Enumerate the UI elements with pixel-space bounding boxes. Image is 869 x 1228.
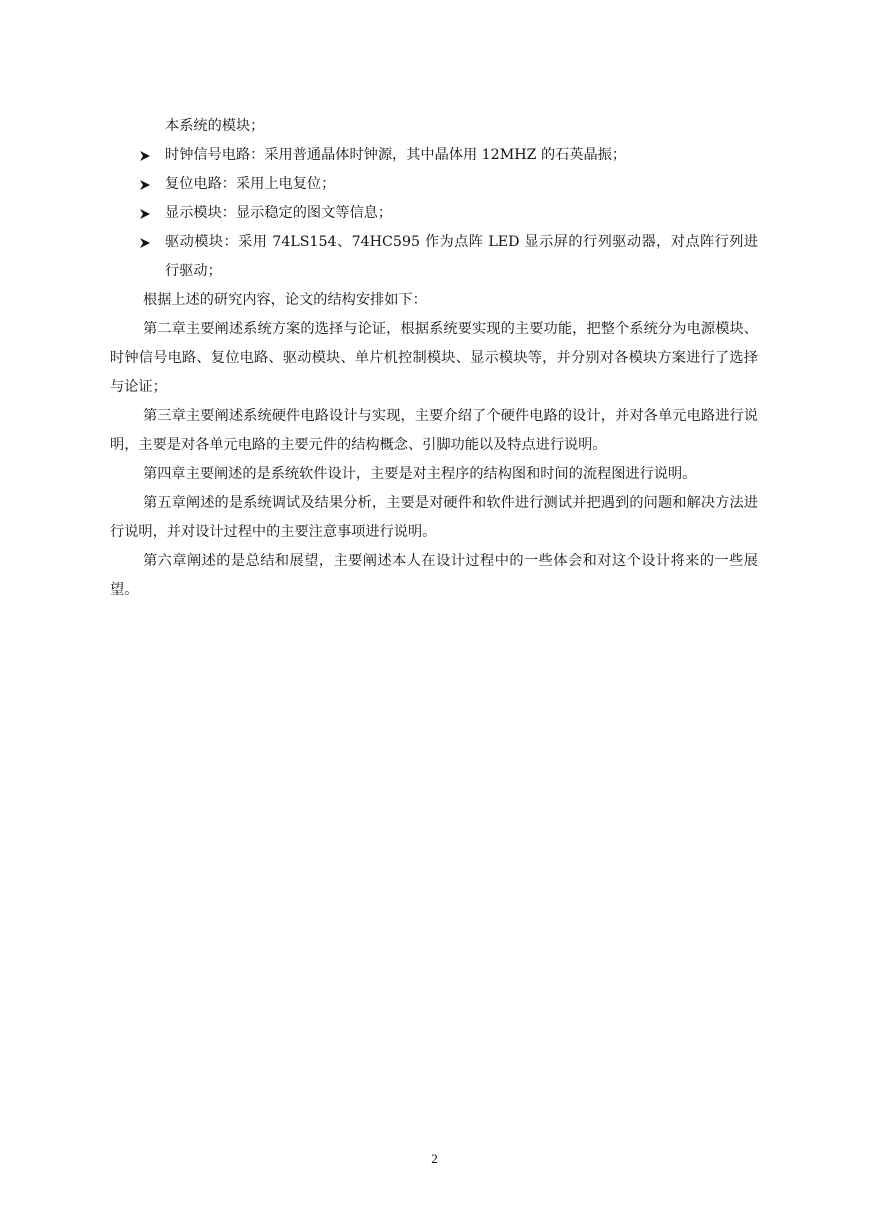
bullet-item-display [110,199,758,228]
arrowhead-bullet-icon [139,228,153,257]
paragraph-chapter-2: 第二章主要阐述系统方案的选择与论证，根据系统要实现的主要功能，把整个系统分为电源模块、时钟信号电路、复位电路、驱动模块、单片机控制模块、显示模块等，并分别对各模块方案进行了选择与论证； [110,321,758,395]
arrowhead-bullet-icon [139,170,153,199]
bullet-item-driver [110,228,758,286]
continuation-line: 本系统的模块； [165,118,265,134]
page-number: 2 [431,1151,438,1166]
paragraph-chapter-4: 第四章主要阐述的是系统软件设计，主要是对主程序的结构图和时间的流程图进行说明。 [143,466,697,482]
paragraph-intro: 根据上述的研究内容，论文的结构安排如下： [143,292,427,308]
bullet-item-reset [110,170,758,199]
bullet-text: 显示模块：显示稳定的图文等信息； [165,205,393,221]
arrowhead-bullet-icon [139,199,153,228]
bullet-item-clock [110,141,758,170]
page-body [110,112,758,605]
bullet-text: 时钟信号电路：采用普通晶体时钟源，其中晶体用 12MHZ 的石英晶振； [165,147,627,163]
paragraph-chapter-5: 第五章阐述的是系统调试及结果分析，主要是对硬件和软件进行测试并把遇到的问题和解决方法进行说明，并对设计过程中的主要注意事项进行说明。 [110,495,758,540]
arrowhead-bullet-icon [139,141,153,170]
paragraph-chapter-6: 第六章阐述的是总结和展望，主要阐述本人在设计过程中的一些体会和对这个设计将来的一些展望。 [110,553,758,598]
paragraph-chapter-3: 第三章主要阐述系统硬件电路设计与实现，主要介绍了个硬件电路的设计，并对各单元电路进行说明，主要是对各单元电路的主要元件的结构概念、引脚功能以及特点进行说明。 [110,408,758,453]
bullet-text: 驱动模块：采用 74LS154、74HC595 作为点阵 LED 显示屏的行列驱动器，对点阵行列进行驱动； [165,234,758,279]
bullet-text: 复位电路：采用上电复位； [165,176,336,192]
